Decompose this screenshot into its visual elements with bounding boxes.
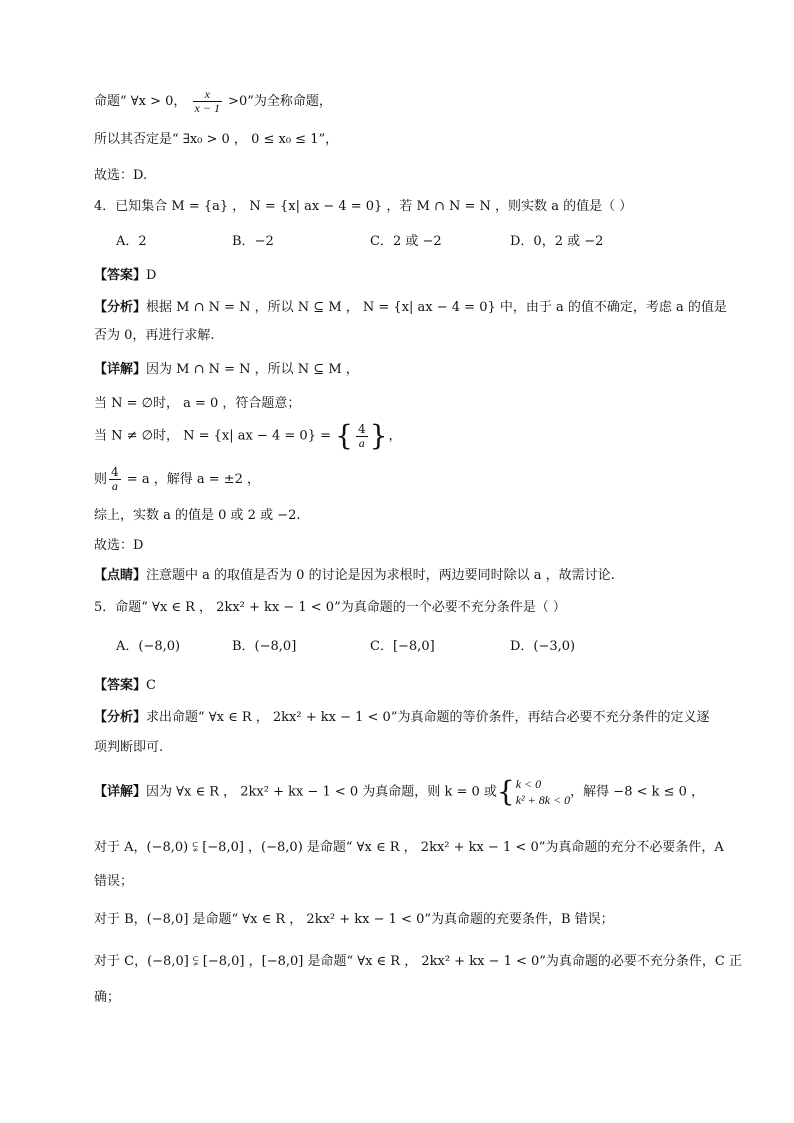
q4-detail-4: 则 $\frac{4}{a}$ = a ，解得 a = ±2 ， [94,465,261,493]
q5-detail-1: 【详解】因为 ∀x ∈ R ， 2kx² + kx − 1 < 0 为真命题，则 k = 0 或{ k < 0 k² + 8k < 0 ，解得 −8 < k ≤ 0 ， [94,775,705,808]
fraction: $\frac{4}{a}$ [111,465,119,493]
q5-analysis-2: 项判断即可. [94,740,164,755]
q5-detail-4: 对于 B，(−8,0] 是命题“ ∀x ∈ R ， 2kx² + kx − 1 < 0”为真命题的充要条件，B 错误； [94,912,614,927]
q5-option-b: B．(−8,0] [232,639,297,654]
q4-analysis-2: 否为 0，再进行求解. [94,328,215,343]
inequality-system: k < 0 k² + 8k < 0 [515,777,571,807]
q4-detail-3: 当 N ≠ ∅时， N = {x| ax − 4 = 0} = { $\frac{4}{a}$ }， [94,419,402,452]
q4-detail-5: 综上，实数 a 的值是 0 或 2 或 −2. [94,508,301,523]
prev-line-2: 所以其否定是“ ∃x₀ > 0 ， 0 ≤ x₀ ≤ 1”， [94,132,339,147]
q4-option-a: A．2 [116,234,147,249]
q5-option-d: D．(−3,0) [510,639,576,654]
q4-option-c: C．2 或 −2 [370,234,442,249]
q4-option-b: B．−2 [232,234,274,249]
prev-line-1: 命题“ ∀x > 0， $\frac{x}{x - 1}$ >0”为全称命题， [94,87,332,115]
q5-option-a: A．(−8,0) [116,639,181,654]
q5-detail-5: 对于 C，(−8,0] ⫋ [−8,0] ，[−8,0] 是命题“ ∀x ∈ R ， 2kx² + kx − 1 < 0”为真命题的必要不充分条件，C 正 [94,954,742,969]
question-4-stem: 4．已知集合 M = {a} ， N = {x| ax − 4 = 0} ，若 M ∩ N = N ，则实数 a 的值是（ ） [94,199,633,214]
fraction: $\frac{x}{x - 1}$ [194,87,220,115]
q5-detail-2: 对于 A，(−8,0) ⫋ [−8,0] ，(−8,0) 是命题“ ∀x ∈ R ， 2kx² + kx − 1 < 0”为真命题的充分不必要条件，A [94,840,724,855]
q4-answer: 【答案】D [94,268,157,283]
q4-note: 【点睛】注意题中 a 的取值是否为 0 的讨论是因为求根时，两边要同时除以 a ，故需讨论. [94,568,615,583]
prev-line-3: 故选：D. [94,168,148,183]
q5-detail-6: 确； [94,990,121,1005]
q4-option-d: D．0，2 或 −2 [510,234,604,249]
q5-analysis-1: 【分析】求出命题“ ∀x ∈ R ， 2kx² + kx − 1 < 0”为真命题的等价条件，再结合必要不充分条件的定义逐 [94,710,710,725]
question-5-stem: 5．命题“ ∀x ∈ R ， 2kx² + kx − 1 < 0”为真命题的一个必要不充分条件是（ ） [94,600,566,615]
q4-analysis-1: 【分析】根据 M ∩ N = N ，所以 N ⊆ M ， N = {x| ax − 4 = 0} 中，由于 a 的值不确定，考虑 a 的值是 [94,300,727,315]
q4-detail-2: 当 N = ∅时， a = 0 ，符合题意； [94,396,301,411]
q5-answer: 【答案】C [94,678,156,693]
q4-detail-6: 故选：D [94,538,144,553]
q5-detail-3: 错误； [94,874,134,889]
q5-option-c: C．[−8,0] [370,639,435,654]
fraction: $\frac{4}{a}$ [357,421,366,450]
q4-detail-1: 【详解】因为 M ∩ N = N ，所以 N ⊆ M ， [94,362,359,377]
